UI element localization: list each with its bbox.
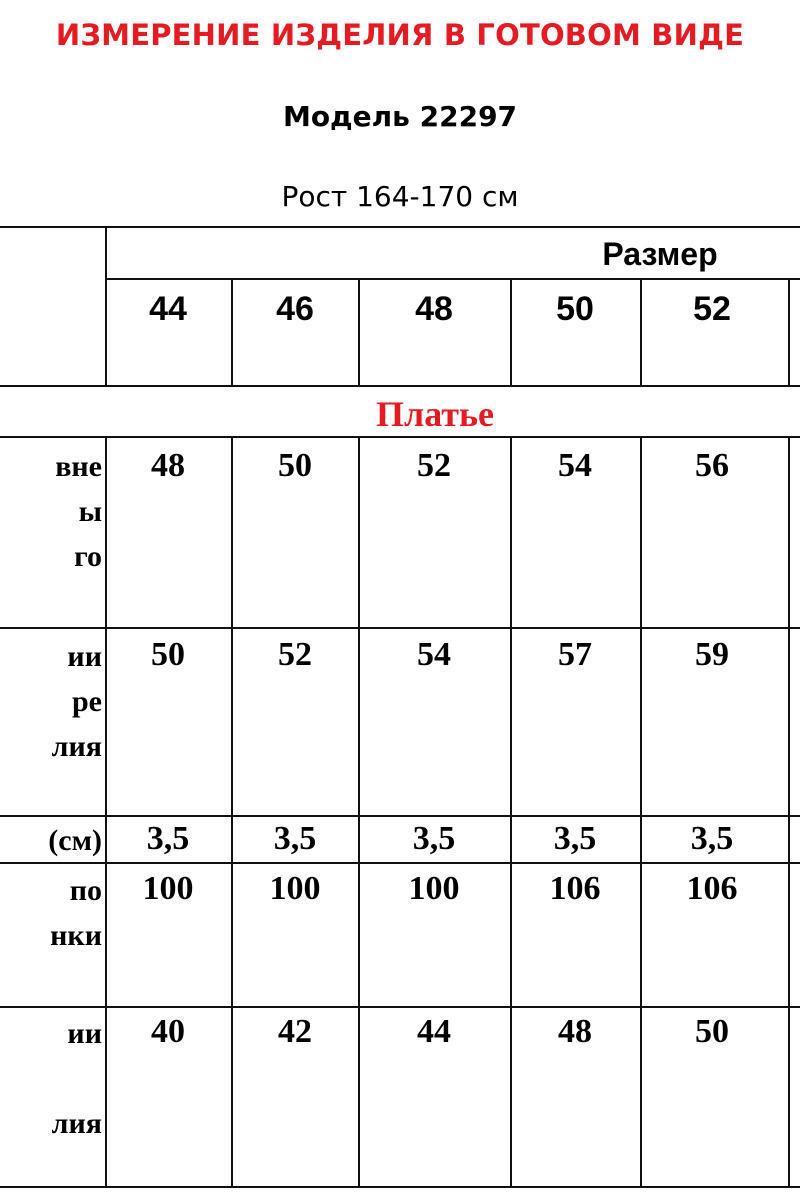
row-divider: [0, 627, 800, 629]
size-column-header: 46: [276, 290, 314, 328]
header-bottom-line: [0, 385, 800, 387]
column-divider: [231, 279, 233, 386]
table-border-bottom: [0, 1186, 800, 1188]
height-range: Рост 164-170 см: [281, 180, 519, 213]
size-column-header: 48: [415, 290, 453, 328]
model-number: Модель 22297: [282, 100, 518, 133]
row-label: по нки: [50, 874, 102, 952]
row-label: (см): [48, 824, 102, 857]
column-divider: [640, 279, 642, 386]
table-cell: 100: [408, 870, 460, 907]
table-cell: 54: [558, 447, 592, 484]
table-cell: 42: [278, 1013, 312, 1050]
column-divider: [788, 279, 790, 386]
title: ИЗМЕРЕНИЕ ИЗДЕЛИЯ В ГОТОВОМ ВИДЕ: [55, 18, 745, 52]
column-divider: [510, 436, 512, 1188]
table-cell: 54: [417, 636, 451, 673]
column-divider: [358, 279, 360, 386]
table-cell: 106: [686, 870, 738, 907]
section-title: Платье: [376, 394, 494, 434]
size-header: Размер: [602, 236, 718, 272]
row-divider: [0, 815, 800, 817]
row-label: ии ре лия: [51, 640, 102, 763]
table-cell: 3,5: [690, 820, 734, 857]
table-cell: 106: [549, 870, 601, 907]
table-cell: 52: [278, 636, 312, 673]
table-cell: 48: [151, 447, 185, 484]
section-bottom-line: [0, 436, 800, 438]
table-cell: 50: [151, 636, 185, 673]
column-divider: [231, 436, 233, 1188]
table-cell: 52: [417, 447, 451, 484]
table-cell: 57: [558, 636, 592, 673]
size-header-divider: [105, 278, 800, 280]
table-cell: 3,5: [273, 820, 317, 857]
table-cell: 3,5: [412, 820, 456, 857]
size-column-header: 50: [556, 290, 594, 328]
size-column-header: 52: [693, 290, 731, 328]
size-column-header: 44: [149, 290, 187, 328]
table-border-top: [0, 226, 800, 228]
column-divider: [788, 436, 790, 1188]
table-cell: 59: [695, 636, 729, 673]
column-divider: [640, 436, 642, 1188]
table-cell: 56: [695, 447, 729, 484]
column-divider: [105, 226, 107, 386]
table-cell: 100: [269, 870, 321, 907]
column-divider: [510, 279, 512, 386]
table-cell: 40: [151, 1013, 185, 1050]
row-divider: [0, 1006, 800, 1008]
table-cell: 100: [142, 870, 194, 907]
row-label: вне ы го: [55, 450, 102, 573]
table-cell: 50: [278, 447, 312, 484]
table-cell: 3,5: [146, 820, 190, 857]
table-cell: 50: [695, 1013, 729, 1050]
table-cell: 44: [417, 1013, 451, 1050]
row-label: ии лия: [51, 1017, 102, 1140]
table-cell: 3,5: [553, 820, 597, 857]
table-cell: 48: [558, 1013, 592, 1050]
column-divider: [358, 436, 360, 1188]
row-divider: [0, 862, 800, 864]
column-divider: [105, 436, 107, 1188]
